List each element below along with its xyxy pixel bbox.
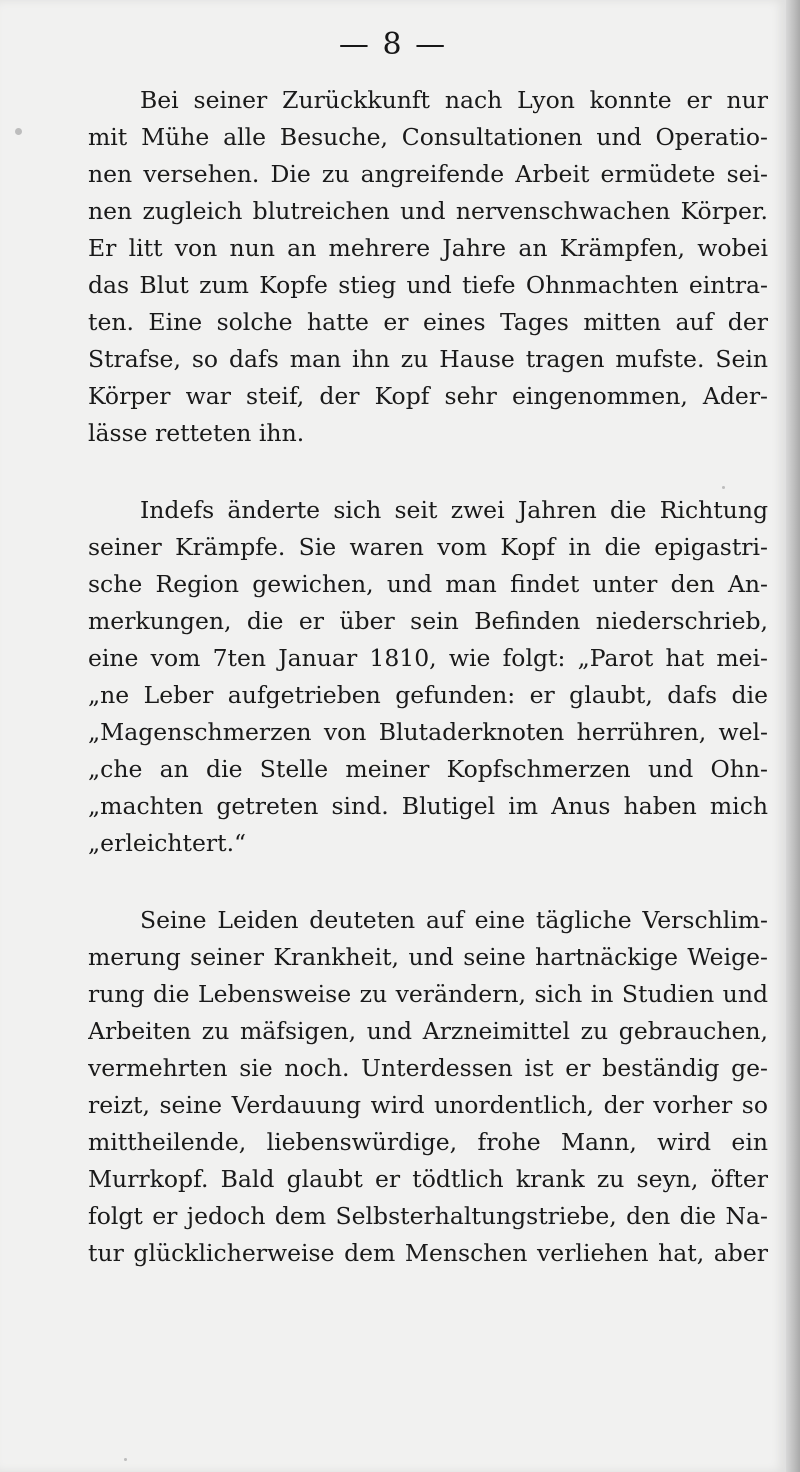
text-line: reizt, seine Verdauung wird unordentlich, der vorher so [88, 1091, 768, 1119]
text-line: seiner Krämpfe. Sie waren vom Kopf in die epigastri- [88, 533, 768, 561]
text-line: mit Mühe alle Besuche, Consultationen und Operatio- [88, 123, 768, 151]
text-line: „erleichtert.“ [88, 829, 247, 857]
paragraph-3 [88, 902, 768, 1272]
text-line: rung die Lebensweise zu verändern, sich in Studien und [88, 980, 768, 1008]
text-line: Körper war steif, der Kopf sehr eingenommen, Ader- [88, 382, 768, 410]
text-line: „Magenschmerzen von Blutaderknoten herrühren, wel- [88, 718, 768, 746]
text-line: Indefs änderte sich seit zwei Jahren die Richtung [140, 496, 768, 524]
text-line: mittheilende, liebenswürdige, frohe Mann, wird ein [88, 1128, 768, 1156]
body-text [88, 82, 768, 1272]
text-line: Bei seiner Zurückkunft nach Lyon konnte er nur [140, 86, 768, 114]
text-line: Strafse, so dafs man ihn zu Hause tragen mufste. Sein [88, 345, 768, 373]
text-line: eine vom 7ten Januar 1810, wie folgt: „Parot hat mei- [88, 644, 768, 672]
text-line: „machten getreten sind. Blutigel im Anus haben mich [88, 792, 768, 820]
paragraph-2 [88, 492, 768, 862]
text-line: „che an die Stelle meiner Kopfschmerzen und Ohn- [88, 755, 768, 783]
paper-speck [722, 486, 725, 489]
paper-speck [15, 128, 22, 135]
text-line: merkungen, die er über sein Befinden niederschrieb, [88, 607, 768, 635]
paper-speck [124, 1458, 127, 1461]
page-number: — 8 — [338, 27, 448, 62]
page-edge [786, 0, 800, 1472]
paragraph-gap [88, 862, 768, 902]
text-line: ten. Eine solche hatte er eines Tages mitten auf der [88, 308, 768, 336]
text-line: vermehrten sie noch. Unterdessen ist er beständig ge- [88, 1054, 768, 1082]
text-line: „ne Leber aufgetrieben gefunden: er glaubt, dafs die [88, 681, 768, 709]
text-line: Arbeiten zu mäfsigen, und Arzneimittel zu gebrauchen, [88, 1017, 768, 1045]
paragraph-gap [88, 452, 768, 492]
text-line: Murrkopf. Bald glaubt er tödtlich krank zu seyn, öfter [88, 1165, 768, 1193]
text-line: folgt er jedoch dem Selbsterhaltungstriebe, den die Na- [88, 1202, 768, 1230]
text-line: nen versehen. Die zu angreifende Arbeit ermüdete sei- [88, 160, 768, 188]
text-line: Seine Leiden deuteten auf eine tägliche Verschlim- [140, 906, 768, 934]
text-line: tur glücklicherweise dem Menschen verliehen hat, aber [88, 1239, 768, 1267]
text-line: nen zugleich blutreichen und nervenschwachen Körper. [88, 197, 768, 225]
text-line: Er litt von nun an mehrere Jahre an Krämpfen, wobei [88, 234, 768, 262]
text-line: das Blut zum Kopfe stieg und tiefe Ohnmachten eintra- [88, 271, 768, 299]
paragraph-1 [88, 82, 768, 452]
text-line: merung seiner Krankheit, und seine hartnäckige Weige- [88, 943, 768, 971]
text-line: lässe retteten ihn. [88, 419, 305, 447]
text-line: sche Region gewichen, und man findet unter den An- [88, 570, 768, 598]
